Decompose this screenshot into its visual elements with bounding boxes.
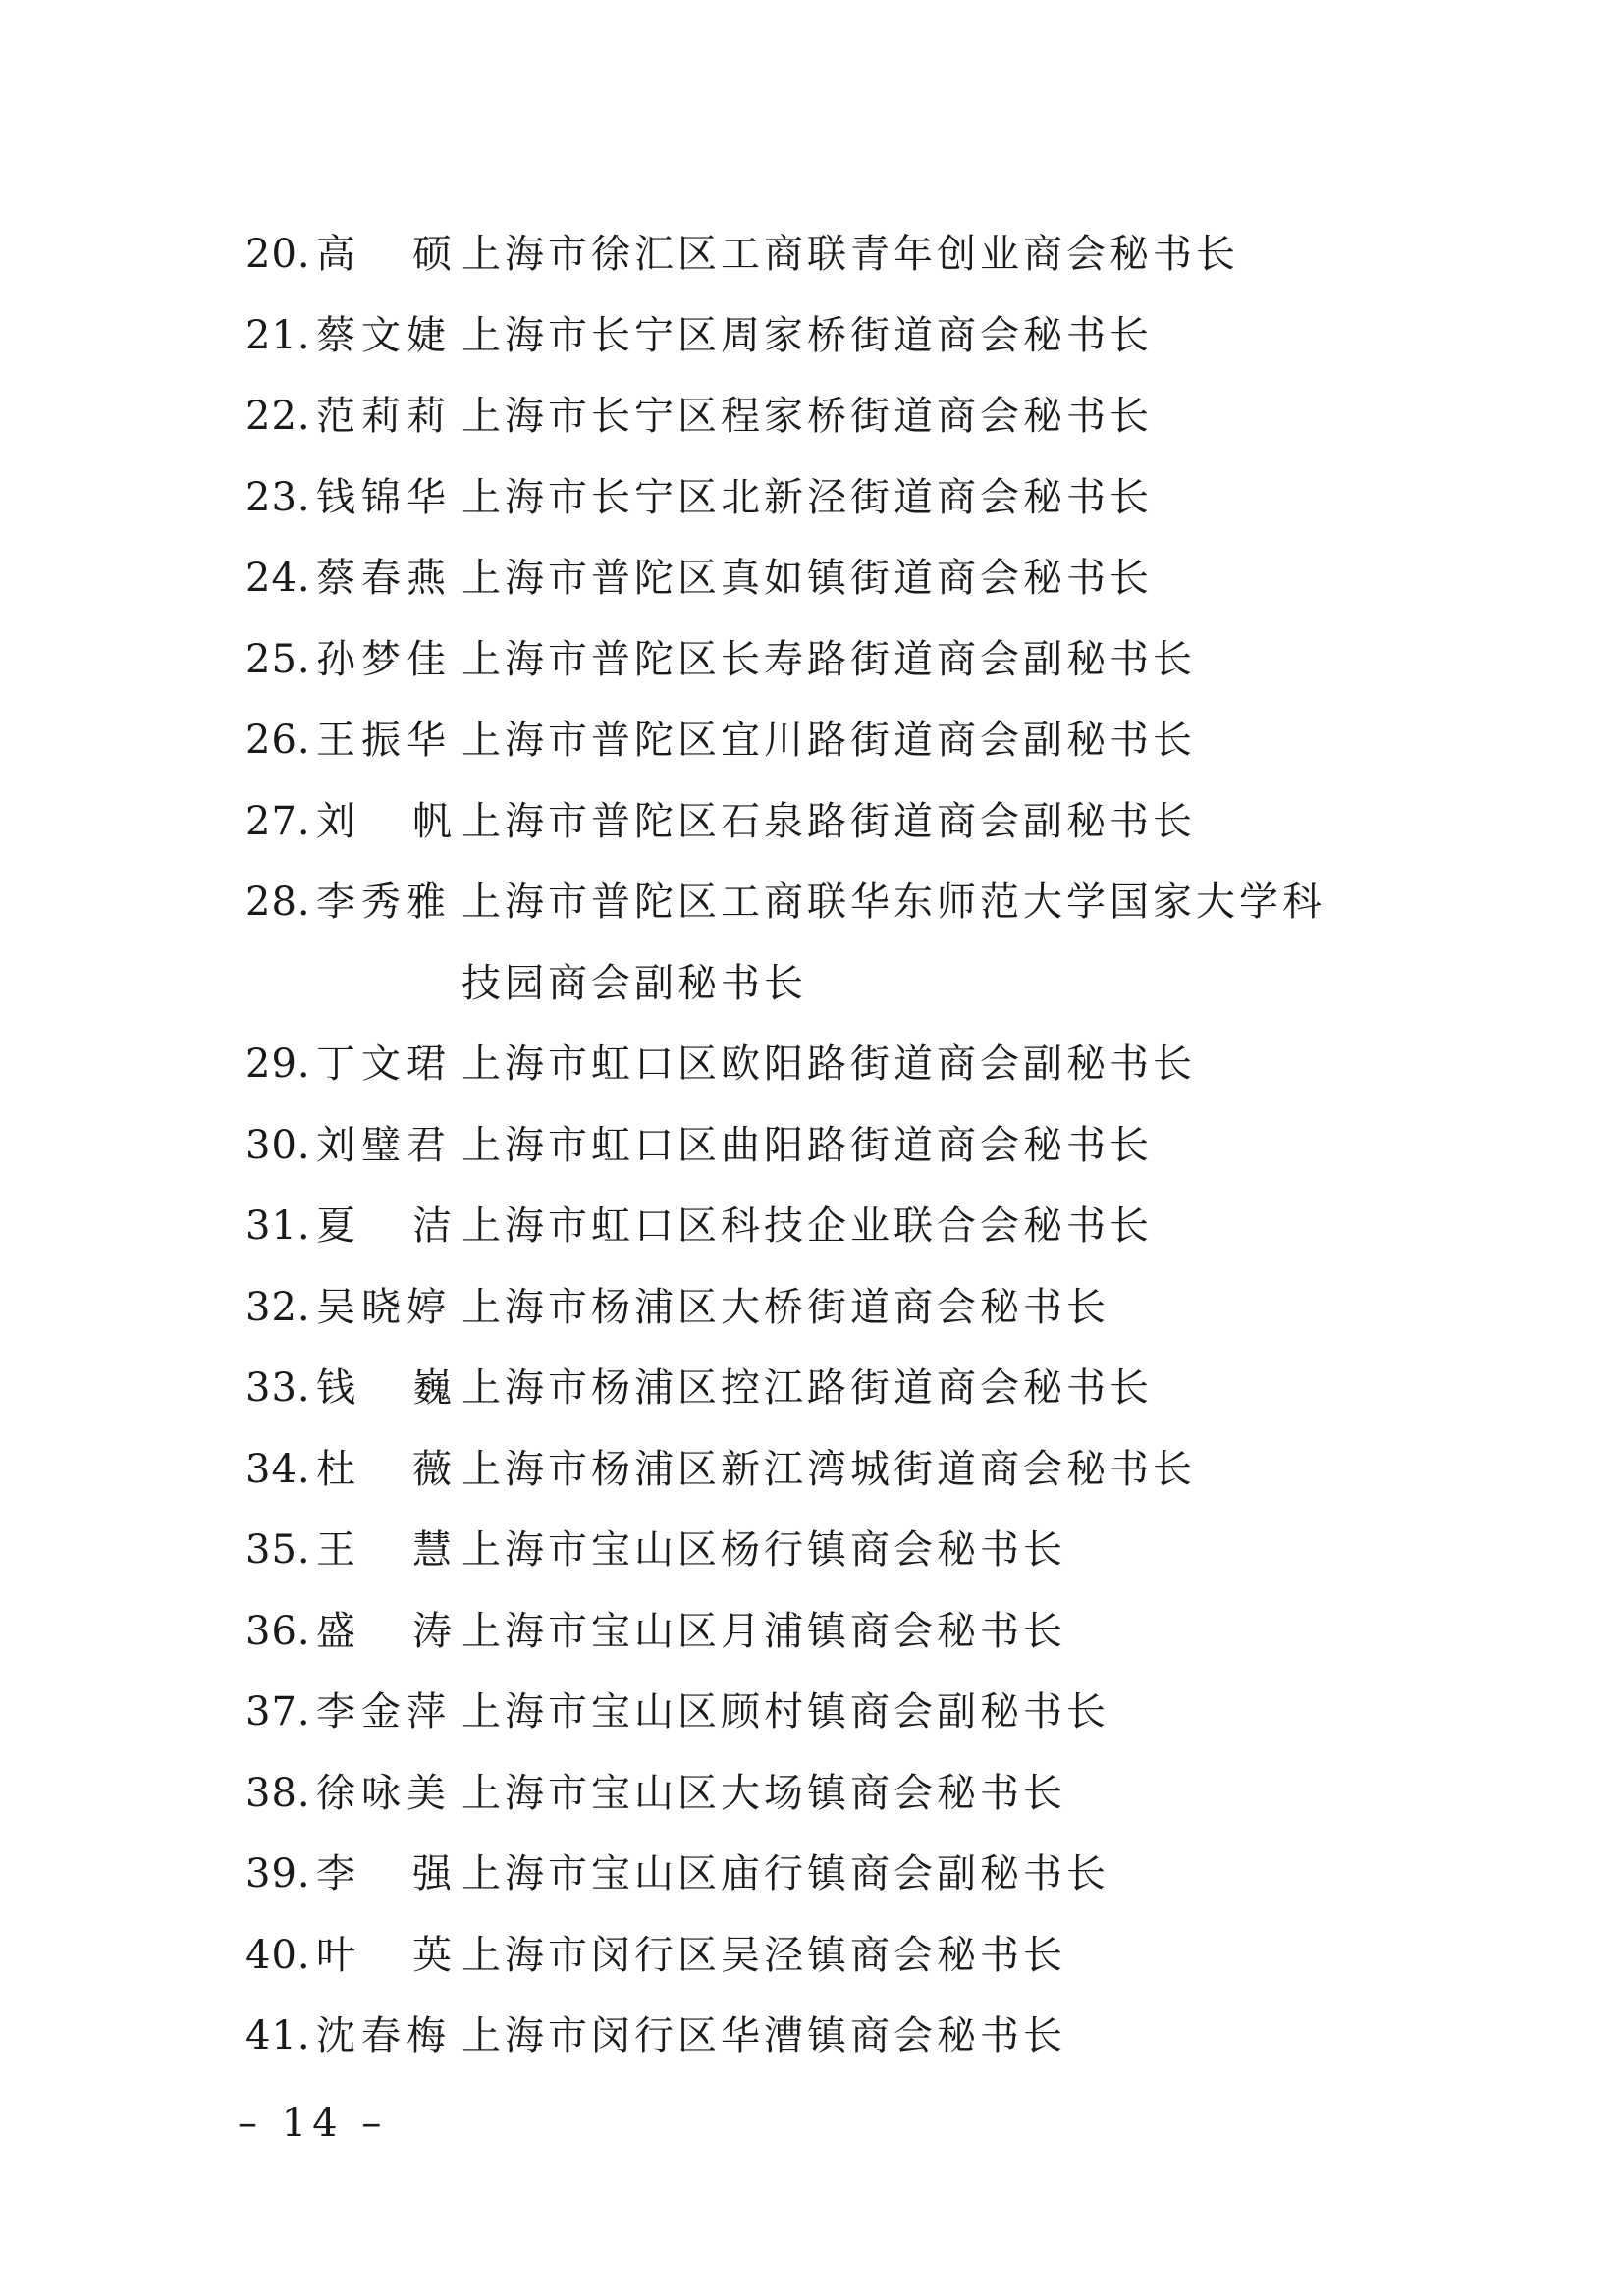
item-number: 31. [245,1203,311,1249]
list-item [245,1267,1463,1349]
person-name: 钱锦华 [316,474,452,520]
list-item [245,1024,1463,1105]
position-title: 上海市杨浦区大桥街道商会秘书长 [461,1284,1109,1330]
item-number: 39. [245,1851,311,1896]
position-title: 上海市宝山区大场镇商会秘书长 [461,1770,1066,1816]
position-title: 上海市宝山区庙行镇商会副秘书长 [461,1851,1109,1896]
item-number: 20. [245,232,311,277]
person-name: 盛 涛 [316,1608,452,1654]
person-name: 李秀雅 [316,880,452,925]
position-title: 上海市普陀区真如镇街道商会秘书长 [461,556,1153,601]
position-title: 上海市长宁区周家桥街道商会秘书长 [461,312,1153,358]
position-title: 上海市普陀区工商联华东师范大学国家大学科技园商会副秘书长 [461,880,1325,1006]
person-name: 徐咏美 [316,1770,452,1816]
list-item [245,376,1463,457]
person-name: 范莉莉 [316,394,452,439]
position-title: 上海市虹口区科技企业联合会秘书长 [461,1203,1153,1249]
item-number: 24. [245,556,311,601]
person-name: 夏 洁 [316,1203,452,1249]
item-number: 22. [245,394,311,439]
list-item [245,295,1463,377]
person-name: 丁文珺 [316,1041,452,1087]
item-number: 23. [245,474,311,520]
position-title: 上海市普陀区石泉路街道商会副秘书长 [461,798,1196,844]
position-title: 上海市宝山区顾村镇商会副秘书长 [461,1689,1109,1735]
list-item [245,1186,1463,1267]
item-number: 34. [245,1446,311,1492]
position-title: 上海市普陀区宜川路街道商会副秘书长 [461,718,1196,763]
item-number: 37. [245,1689,311,1735]
person-name: 李 强 [316,1851,452,1896]
item-number: 36. [245,1608,311,1654]
list-item [245,538,1463,619]
list-item [245,1105,1463,1187]
item-number: 30. [245,1122,311,1168]
list-item [245,1348,1463,1429]
position-title: 上海市普陀区长寿路街道商会副秘书长 [461,636,1196,682]
list-item [245,1753,1463,1835]
person-name: 蔡春燕 [316,556,452,601]
list-item [245,1510,1463,1591]
position-title: 上海市虹口区欧阳路街道商会副秘书长 [461,1041,1196,1087]
position-title: 上海市宝山区月浦镇商会秘书长 [461,1608,1066,1654]
item-number: 21. [245,312,311,358]
item-number: 26. [245,718,311,763]
member-list [245,214,1463,2077]
item-number: 27. [245,798,311,844]
list-item [245,1591,1463,1673]
person-name: 刘璧君 [316,1122,452,1168]
list-item [245,1834,1463,1915]
list-item [245,457,1463,539]
page-number: – 14 – [238,2101,388,2146]
position-title: 上海市杨浦区新江湾城街道商会秘书长 [461,1446,1196,1492]
person-name: 沈春梅 [316,2013,452,2058]
position-title: 上海市虹口区曲阳路街道商会秘书长 [461,1122,1153,1168]
list-item [245,619,1463,701]
item-number: 25. [245,636,311,682]
item-number: 28. [245,880,311,925]
person-name: 王振华 [316,718,452,763]
list-item [245,862,1463,1024]
item-number: 35. [245,1527,311,1573]
position-title: 上海市杨浦区控江路街道商会秘书长 [461,1365,1153,1411]
person-name: 杜 薇 [316,1446,452,1492]
person-name: 孙梦佳 [316,636,452,682]
person-name: 叶 英 [316,1932,452,1978]
item-number: 40. [245,1932,311,1978]
list-item [245,700,1463,781]
position-title: 上海市徐汇区工商联青年创业商会秘书长 [461,232,1239,277]
list-item [245,1429,1463,1511]
person-name: 蔡文婕 [316,312,452,358]
position-title: 上海市宝山区杨行镇商会秘书长 [461,1527,1066,1573]
item-number: 32. [245,1284,311,1330]
person-name: 王 慧 [316,1527,452,1573]
list-item [245,214,1463,295]
position-title: 上海市闵行区吴泾镇商会秘书长 [461,1932,1066,1978]
list-item [245,1915,1463,1997]
position-title: 上海市长宁区程家桥街道商会秘书长 [461,394,1153,439]
person-name: 钱 巍 [316,1365,452,1411]
item-number: 38. [245,1770,311,1816]
position-title: 上海市闵行区华漕镇商会秘书长 [461,2013,1066,2058]
person-name: 李金萍 [316,1689,452,1735]
item-number: 29. [245,1041,311,1087]
list-item [245,1672,1463,1753]
item-number: 41. [245,2013,311,2058]
person-name: 刘 帆 [316,798,452,844]
person-name: 高 硕 [316,232,452,277]
list-item [245,781,1463,863]
person-name: 吴晓婷 [316,1284,452,1330]
position-title: 上海市长宁区北新泾街道商会秘书长 [461,474,1153,520]
item-number: 33. [245,1365,311,1411]
list-item [245,1996,1463,2077]
